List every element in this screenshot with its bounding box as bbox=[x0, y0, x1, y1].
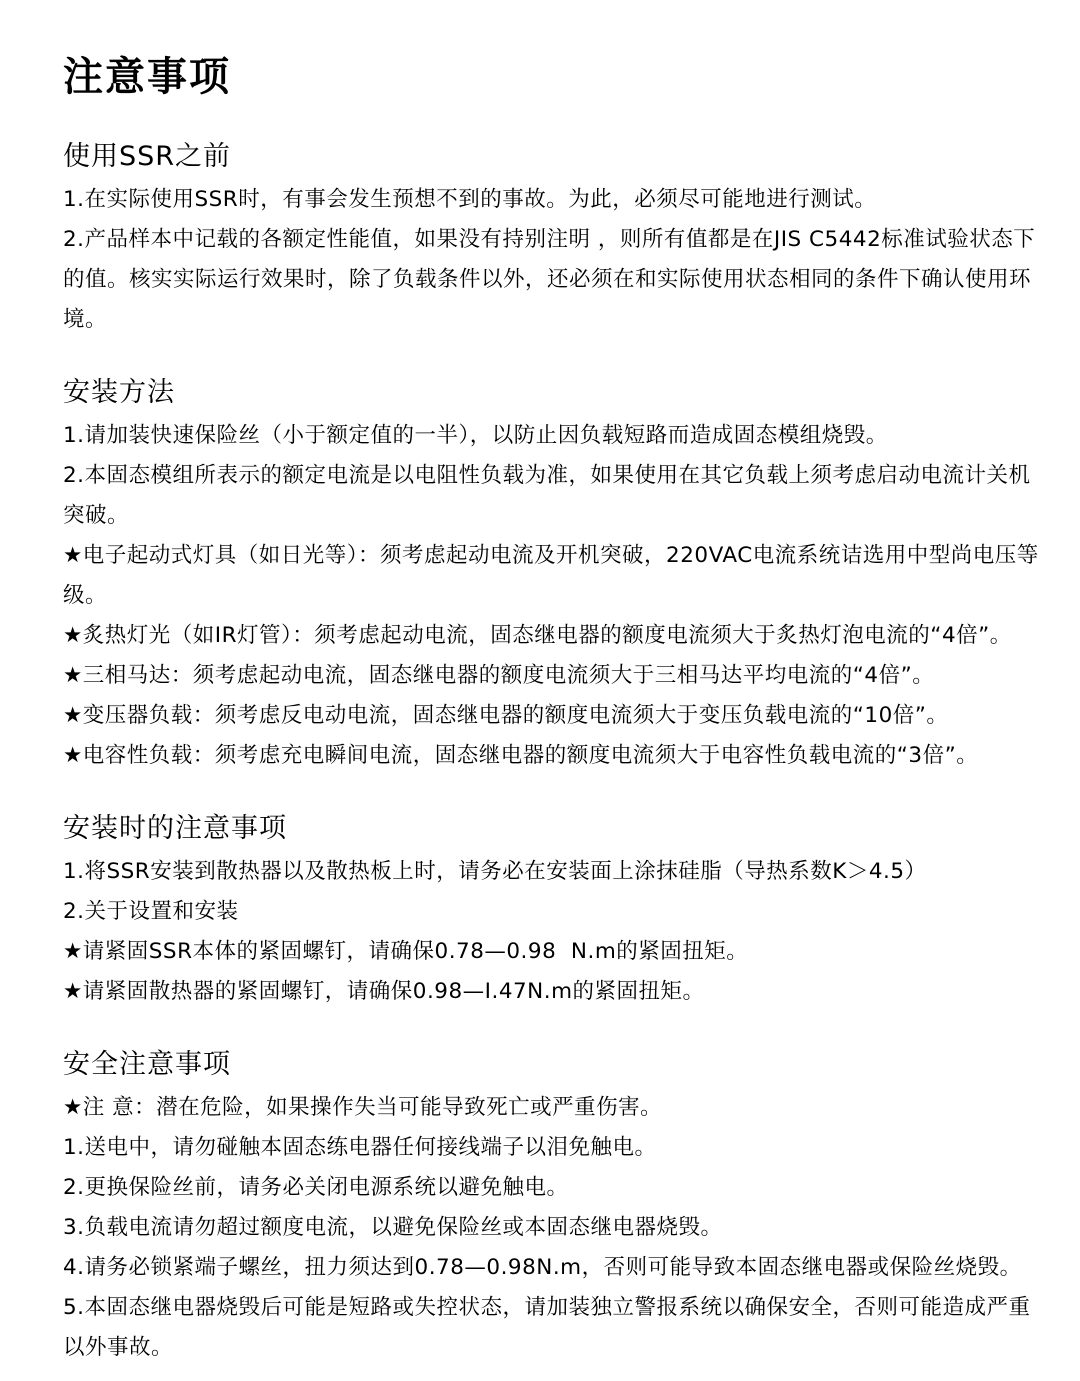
list-item: 1.在实际使用SSR时，有事会发生预想不到的事故。为此，必须尽可能地进行测试。 bbox=[63, 187, 877, 212]
section-before-using-ssr bbox=[63, 136, 1042, 340]
list-item: 2.产品样本中记载的各额定性能值，如果没有持别注明 ，则所有值都是在JIS C5442标准试验状态下的值。核实实际运行效果时，除了负载条件以外，还必须在和实际使用状态相同的条件下确认使用环境。 bbox=[63, 227, 1036, 332]
section-heading: 使用SSR之前 bbox=[63, 141, 232, 172]
list-item: 3.负载电流请勿超过额度电流，以避免保险丝或本固态继电器烧毁。 bbox=[63, 1215, 723, 1240]
section-installation-precautions bbox=[63, 808, 1042, 1012]
list-item: 5.本固态继电器烧毁后可能是短路或失控状态，请加装独立警报系统以确保安全，否则可能造成严重以外事故。 bbox=[63, 1295, 1031, 1360]
list-item: ★变压器负载：须考虑反电动电流，固态继电器的额度电流须大于变压负载电流的“10倍”。 bbox=[63, 703, 949, 728]
list-item: ★三相马达：须考虑起动电流，固态继电器的额度电流须大于三相马达平均电流的“4倍”。 bbox=[63, 663, 935, 688]
section-heading: 安装方法 bbox=[63, 377, 175, 408]
list-item: ★请紧固散热器的紧固螺钉，请确保0.98—I.47N.m的紧固扭矩。 bbox=[63, 979, 705, 1004]
section-heading: 安装时的注意事项 bbox=[63, 813, 287, 844]
list-item: 4.请务必锁紧端子螺丝，扭力须达到0.78—0.98N.m，否则可能导致本固态继电器或保险丝烧毁。 bbox=[63, 1255, 1022, 1280]
list-item: 2.关于设置和安装 bbox=[63, 899, 239, 924]
list-item: ★注 意：潜在危险，如果操作失当可能导致死亡或严重伤害。 bbox=[63, 1095, 663, 1120]
list-item: ★炙热灯光（如IR灯管）：须考虑起动电流，固态继电器的额度电流须大于炙热灯泡电流的“4倍”。 bbox=[63, 623, 1012, 648]
page-title: 注意事项 bbox=[63, 54, 231, 100]
list-item: 1.送电中，请勿碰触本固态练电器任何接线端子以泪免触电。 bbox=[63, 1135, 657, 1160]
list-item: ★电容性负载：须考虑充电瞬间电流，固态继电器的额度电流须大于电容性负载电流的“3倍”。 bbox=[63, 743, 979, 768]
section-installation-method bbox=[63, 372, 1042, 776]
section-safety-precautions bbox=[63, 1044, 1042, 1368]
list-item: 1.请加装快速保险丝（小于额定值的一半），以防止因负载短路而造成固态模组烧毁。 bbox=[63, 423, 888, 448]
list-item: 1.将SSR安装到散热器以及散热板上时，请务必在安装面上涂抹硅脂（导热系数K＞4.5） bbox=[63, 859, 927, 884]
section-heading: 安全注意事项 bbox=[63, 1049, 231, 1080]
list-item: 2.更换保险丝前，请务必关闭电源系统以避免触电。 bbox=[63, 1175, 569, 1200]
list-item: ★请紧固SSR本体的紧固螺钉，请确保0.78—0.98 N.m的紧固扭矩。 bbox=[63, 939, 749, 964]
list-item: ★电子起动式灯具（如日光等）：须考虑起动电流及开机突破，220VAC电流系统诘选用中型尚电压等级。 bbox=[63, 543, 1039, 608]
list-item: 2.本固态模组所表示的额定电流是以电阻性负载为准，如果使用在其它负载上须考虑启动电流计关机突破。 bbox=[63, 463, 1031, 528]
